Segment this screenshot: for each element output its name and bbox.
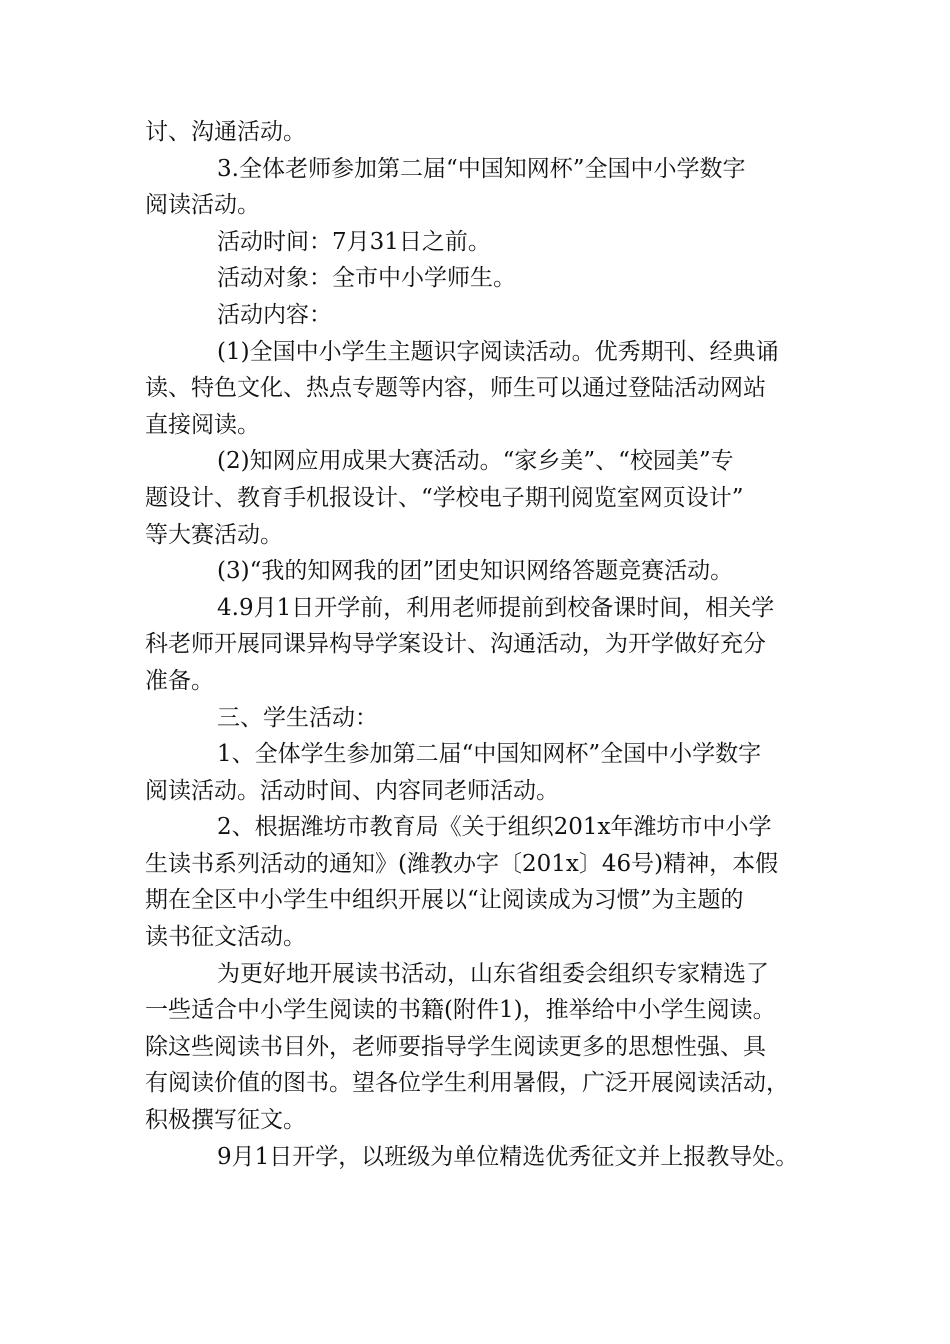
text-line: 直接阅读。 — [145, 411, 260, 438]
text-line: 积极撰写征文。 — [145, 1107, 306, 1134]
text-line: 活动时间：7月31日之前。 — [217, 228, 491, 255]
text-line: 一些适合中小学生阅读的书籍(附件1)，推举给中小学生阅读。 — [145, 997, 776, 1024]
text-line: 科老师开展同课异构导学案设计、沟通活动，为开学做好充分 — [145, 631, 766, 658]
text-line: 等大赛活动。 — [145, 521, 283, 548]
text-line: 讨、沟通活动。 — [145, 119, 306, 145]
text-line: 读、特色文化、热点专题等内容，师生可以通过登陆活动网站 — [145, 375, 766, 402]
text-line: 题设计、教育手机报设计、“学校电子期刊阅览室网页设计” — [145, 484, 744, 511]
text-line: 2、根据潍坊市教育局《关于组织201x年潍坊市中小学 — [217, 814, 772, 841]
text-line: 3.全体老师参加第二届“中国知网杯”全国中小学数字 — [217, 155, 746, 182]
text-line: 为更好地开展读书活动，山东省组委会组织专家精选了 — [217, 960, 769, 987]
text-line: 除这些阅读书目外，老师要指导学生阅读更多的思想性强、具 — [145, 1033, 766, 1060]
text-line: 有阅读价值的图书。望各位学生利用暑假，广泛开展阅读活动， — [145, 1070, 789, 1097]
text-line: 阅读活动。活动时间、内容同老师活动。 — [145, 777, 559, 804]
text-line: 生读书系列活动的通知》(潍教办字〔201x〕46号)精神，本假 — [145, 850, 779, 877]
text-line: (3)“我的知网我的团”团史知识网络答题竞赛活动。 — [217, 558, 734, 585]
text-line: 活动对象：全市中小学师生。 — [217, 265, 516, 292]
text-line: 活动内容： — [217, 301, 332, 328]
text-line: 三、学生活动： — [217, 704, 378, 731]
text-line: 阅读活动。 — [145, 192, 260, 219]
text-line: 读书征文活动。 — [145, 924, 306, 951]
text-line: (2)知网应用成果大赛活动。“家乡美”、“校园美”专 — [217, 448, 734, 475]
text-line: 期在全区中小学生中组织开展以“让阅读成为习惯”为主题的 — [145, 887, 744, 914]
document-body — [145, 114, 825, 1175]
text-line: (1)全国中小学生主题识字阅读活动。优秀期刊、经典诵 — [217, 338, 779, 365]
text-line: 9月1日开学，以班级为单位精选优秀征文并上报教导处。 — [217, 1143, 799, 1170]
text-line: 1、全体学生参加第二届“中国知网杯”全国中小学数字 — [217, 741, 762, 768]
text-line: 4.9月1日开学前，利用老师提前到校备课时间，相关学 — [217, 594, 775, 621]
text-line: 准备。 — [145, 667, 214, 694]
